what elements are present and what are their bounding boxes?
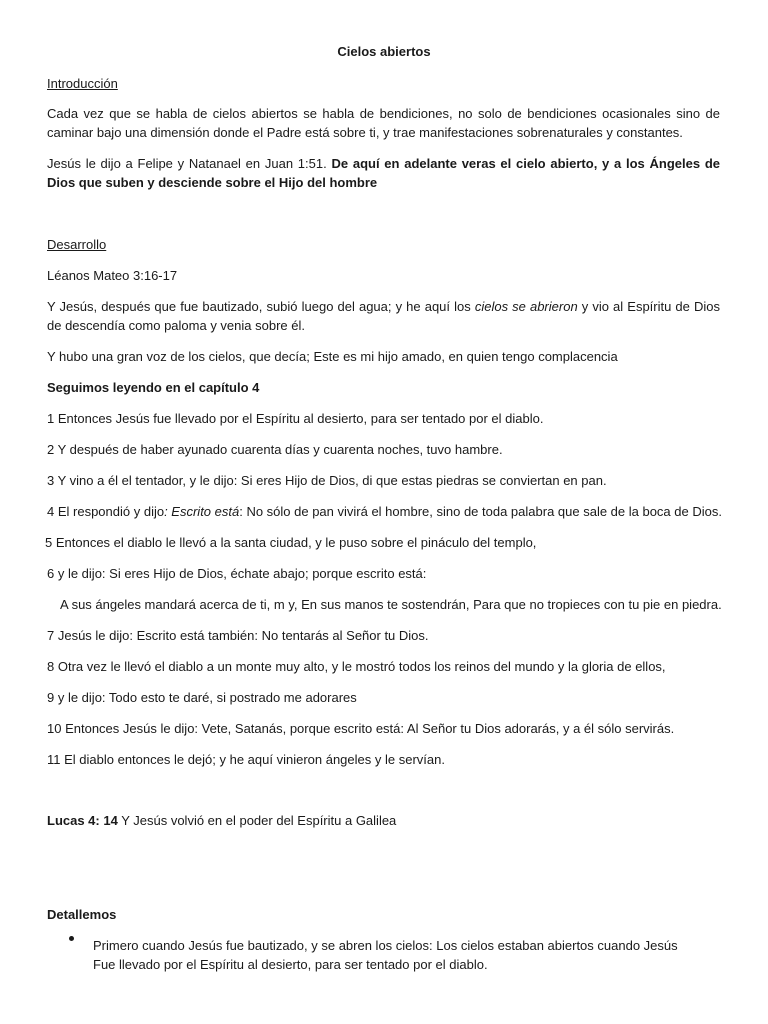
chapter4-verse-11: 11 El diablo entonces le dejó; y he aquí vinieron ángeles y le servían. bbox=[47, 752, 445, 767]
chapter4-verse-4 bbox=[47, 502, 722, 521]
chapter4-verse-8: 8 Otra vez le llevó el diablo a un monte muy alto, y le mostró todos los reinos del mundo y la gloria de ellos, bbox=[47, 659, 666, 674]
desarrollo-heading: Desarrollo bbox=[47, 237, 107, 252]
verse-16-paragraph bbox=[47, 297, 720, 335]
chapter4-verse-9: 9 y le dijo: Todo esto te daré, si postrado me adorares bbox=[47, 690, 357, 705]
chapter4-verse-3: 3 Y vino a él el tentador, y le dijo: Si eres Hijo de Dios, di que estas piedras se conviertan en pan. bbox=[47, 473, 607, 488]
verse-4-italic: : Escrito está bbox=[164, 504, 240, 519]
chapter4-verse-1: 1 Entonces Jesús fue llevado por el Espíritu al desierto, para ser tentado por el diablo. bbox=[47, 411, 544, 426]
chapter4-verse-5: 5 Entonces el diablo le llevó a la santa ciudad, y le puso sobre el pináculo del templo, bbox=[45, 535, 537, 550]
verse-17: Y hubo una gran voz de los cielos, que decía; Este es mi hijo amado, en quien tengo complacencia bbox=[47, 349, 618, 364]
chapter4-verse-10: 10 Entonces Jesús le dijo: Vete, Satanás, porque escrito está: Al Señor tu Dios adorarás, y a él sólo servirás. bbox=[47, 721, 675, 736]
bullet-item-line-2: Fue llevado por el Espíritu al desierto, para ser tentado por el diablo. bbox=[93, 957, 488, 972]
document-title: Cielos abiertos bbox=[337, 44, 431, 59]
lucas-verse bbox=[47, 811, 396, 830]
continue-reading: Seguimos leyendo en el capítulo 4 bbox=[47, 380, 260, 395]
intro-paragraph: Cada vez que se habla de cielos abiertos se habla de bendiciones, no solo de bendiciones ocasionales sino de caminar bajo una dimensión donde el Padre está sobre ti, y trae manifestaciones sobrenaturales y constantes. bbox=[47, 106, 720, 140]
verse-16-italic: cielos se abrieron bbox=[474, 299, 578, 314]
intro-juan-paragraph bbox=[47, 154, 720, 192]
chapter4-verse-2: 2 Y después de haber ayunado cuarenta días y cuarenta noches, tuvo hambre. bbox=[47, 442, 503, 457]
detallemos-heading: Detallemos bbox=[47, 907, 117, 922]
verse-4-text-a: 4 El respondió y dijo bbox=[47, 504, 165, 519]
chapter4-verse-7: 7 Jesús le dijo: Escrito está también: No tentarás al Señor tu Dios. bbox=[47, 628, 429, 643]
verse-16-text-b: y vio al Espíritu de Dios de descendía como paloma y venia sobre él. bbox=[47, 299, 720, 333]
reading-reference: Léanos Mateo 3:16-17 bbox=[47, 268, 178, 283]
chapter4-verse-6-quote: A sus ángeles mandará acerca de ti, m y, En sus manos te sostendrán, Para que no tropieces con tu pie en piedra. bbox=[60, 597, 722, 612]
intro-heading: Introducción bbox=[47, 76, 118, 91]
lucas-reference: Lucas 4: 14 bbox=[47, 813, 118, 828]
intro-juan-ref: Jesús le dijo a Felipe y Natanael en Juan 1:51. bbox=[47, 156, 327, 171]
intro-juan-quote: De aquí en adelante veras el cielo abierto, y a los Ángeles de Dios que suben y desciende sobre el Hijo del hombre bbox=[47, 156, 721, 190]
bullet-item-line-1: Primero cuando Jesús fue bautizado, y se abren los cielos: Los cielos estaban abiertos cuando Jesús bbox=[93, 938, 678, 953]
bullet-icon bbox=[69, 936, 74, 941]
chapter4-verse-6: 6 y le dijo: Si eres Hijo de Dios, échate abajo; porque escrito está: bbox=[47, 566, 427, 581]
verse-16-text-a: Y Jesús, después que fue bautizado, subió luego del agua; y he aquí los bbox=[47, 299, 475, 314]
verse-4-text-b: : No sólo de pan vivirá el hombre, sino de toda palabra que sale de la boca de Dios. bbox=[239, 504, 722, 519]
lucas-text: Y Jesús volvió en el poder del Espíritu a Galilea bbox=[117, 813, 397, 828]
